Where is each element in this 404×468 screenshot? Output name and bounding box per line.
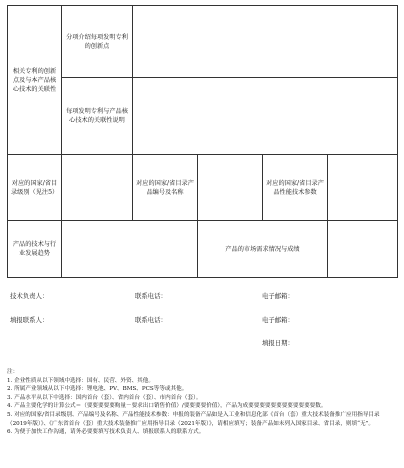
market-label: 产品的市场需求情况与成绩 (198, 221, 328, 278)
patent-relevance-value[interactable] (133, 78, 398, 155)
tech-phone-label: 联系电话： (135, 292, 167, 300)
tech-trend-label: 产品的技术与行业发展趋势 (8, 221, 62, 278)
benchmark-product-label: 对应的国家/省目录产品编号及名称 (133, 155, 198, 221)
benchmark-params-value[interactable] (328, 155, 398, 221)
patent-innovation-label: 分项介绍每项发明专利的创新点 (62, 6, 133, 78)
filler-phone-label: 联系电话： (135, 316, 167, 324)
note-item: 6. 为便于加快工作沟通，请务必要要填写技术负责人、填报联系人的联系方式。 (7, 429, 205, 436)
notes-title: 注： (7, 369, 19, 375)
note-item: 1. 企业性质从以下领域中选择：国有、民营、外资、其他。 (7, 377, 154, 384)
tech-trend-value[interactable] (62, 221, 198, 278)
benchmark-standard-value[interactable] (62, 155, 133, 221)
application-form-table (7, 5, 398, 278)
note-item: 2. 所属产业领域从以下中选择：锂电池、PV、BMS、PCS等等或其他。 (7, 386, 188, 393)
patent-innovation-value[interactable] (133, 6, 398, 78)
filler-email-label: 电子邮箱： (262, 316, 294, 324)
note-item: 3. 产品水平从以下中选择：国内首台（套）、省内首台（套）、市内首台（套）。 (7, 394, 202, 401)
filler-label: 填报联系人： (10, 316, 49, 324)
benchmark-params-label: 对应的国家/省目录产品性能技术参数 (263, 155, 328, 221)
date-label: 填报日期： (262, 339, 294, 347)
patent-relevance-label: 每项发明专利与产品核心技术的关联性说明 (62, 78, 133, 155)
note-item: 4. 产品主要化学的计算公式＝（要要要要要购量－要求出口销售价值）/要要要要价值），产品为成要要要要要要要要要要要要数。 (7, 403, 327, 410)
benchmark-product-value[interactable] (198, 155, 263, 221)
note-item: 5. 对应的国家/省目录级别、产品编号及名称、产品性能技术参数：申报的装备产品如是入工业和信息化部《首台（套）重大技术装备推广应用指导目录（2019年版）》、《广东省首台（套）重大技术装备推广应用指导目录（2021年版）》，请相应填写；装备产品如未列入国家目录、省目录，则填“无”。 (7, 411, 380, 427)
benchmark-standard-label: 对应的国家/省目录级别（见注5） (8, 155, 62, 221)
related-patent-label: 相关专利的创新点及与本产品核心技术的关联性 (8, 6, 62, 155)
tech-email-label: 电子邮箱： (262, 292, 294, 300)
market-value[interactable] (328, 221, 398, 278)
notes-section (7, 368, 397, 437)
tech-lead-label: 技术负责人： (10, 292, 49, 300)
